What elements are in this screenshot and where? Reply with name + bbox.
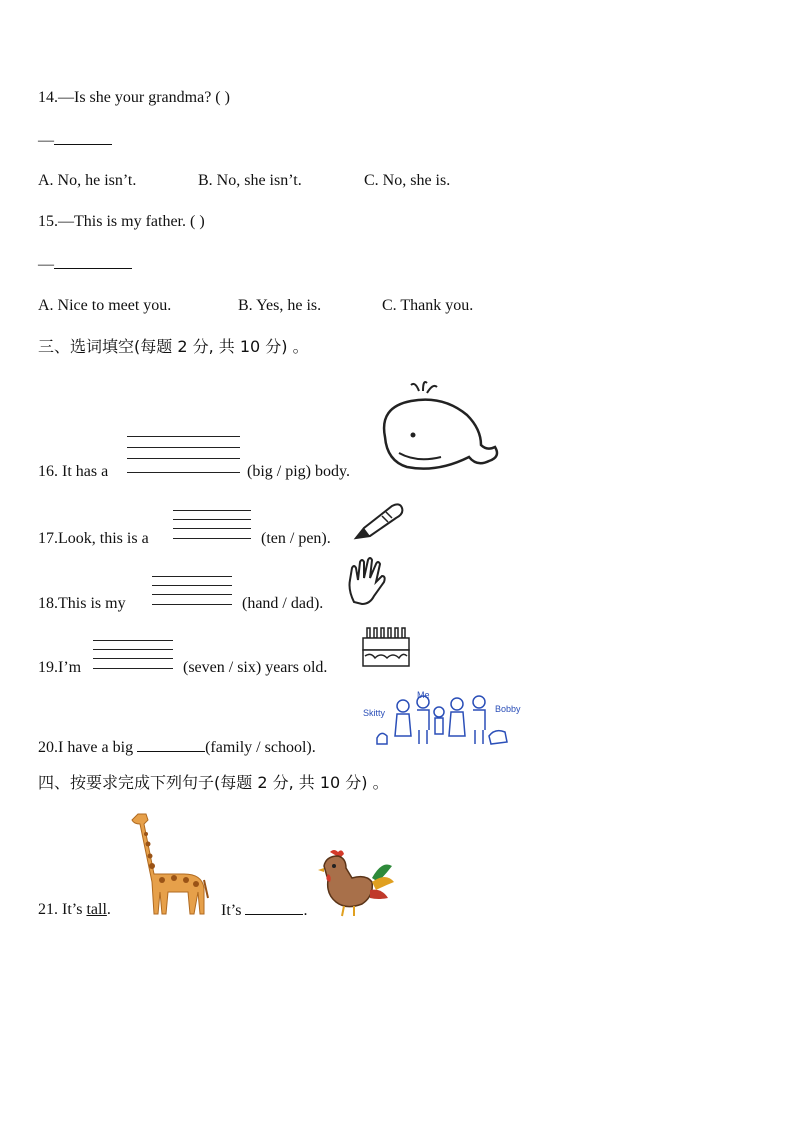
q14-answer-line xyxy=(38,130,112,151)
hand-icon xyxy=(344,556,388,611)
q15-option-c[interactable]: C. Thank you. xyxy=(382,297,474,314)
q15-option-a[interactable]: A. Nice to meet you. xyxy=(38,297,172,314)
q17-choices: (ten / pen). xyxy=(261,530,331,547)
birthday-cake-icon xyxy=(361,624,411,675)
q20-prefix: 20.I have a big (family / school). xyxy=(38,739,316,756)
answer-blank[interactable] xyxy=(54,130,112,145)
answer-blank[interactable] xyxy=(137,737,205,752)
family-icon xyxy=(361,686,521,755)
q18-choices: (hand / dad). xyxy=(242,595,324,612)
whale-icon xyxy=(377,377,503,480)
section3-title: 三、选词填空(每题 2 分, 共 10 分) 。 xyxy=(38,337,309,356)
q14-option-b[interactable]: B. No, she isn’t. xyxy=(198,172,302,189)
q14-option-c[interactable]: C. No, she is. xyxy=(364,172,451,189)
q21-second-sentence: It’s . xyxy=(221,902,308,919)
family-label-skitty: Skitty xyxy=(363,708,386,718)
q17-prefix: 17.Look, this is a xyxy=(38,530,149,547)
pen-icon xyxy=(352,500,406,547)
q16-prefix: 16. It has a xyxy=(38,463,109,480)
q14-question: 14.—Is she your grandma? ( ) xyxy=(38,89,230,106)
q18-prefix: 18.This is my xyxy=(38,595,126,612)
q14-option-a[interactable]: A. No, he isn’t. xyxy=(38,172,137,189)
q16-choices: (big / pig) body. xyxy=(247,463,350,480)
q15-answer-line xyxy=(38,254,132,275)
rooster-icon xyxy=(316,848,396,923)
four-line-blank[interactable] xyxy=(127,436,240,476)
section4-title: 四、按要求完成下列句子(每题 2 分, 共 10 分) 。 xyxy=(38,773,389,792)
q15-option-b[interactable]: B. Yes, he is. xyxy=(238,297,322,314)
q21-underlined-word: tall xyxy=(86,901,107,918)
four-line-blank[interactable] xyxy=(173,510,251,542)
q21-sentence: 21. It’s tall. xyxy=(38,901,111,918)
answer-blank[interactable] xyxy=(54,254,132,269)
q19-choices: (seven / six) years old. xyxy=(183,659,328,676)
answer-dash: — xyxy=(38,256,54,273)
answer-dash: — xyxy=(38,132,54,149)
four-line-blank[interactable] xyxy=(152,576,232,608)
q19-prefix: 19.I’m xyxy=(38,659,82,676)
family-label-me: Me xyxy=(417,690,430,700)
family-label-bobby: Bobby xyxy=(495,704,521,714)
four-line-blank[interactable] xyxy=(93,640,173,672)
q15-question: 15.—This is my father. ( ) xyxy=(38,213,205,230)
answer-blank[interactable] xyxy=(245,900,303,915)
giraffe-icon xyxy=(128,810,212,921)
